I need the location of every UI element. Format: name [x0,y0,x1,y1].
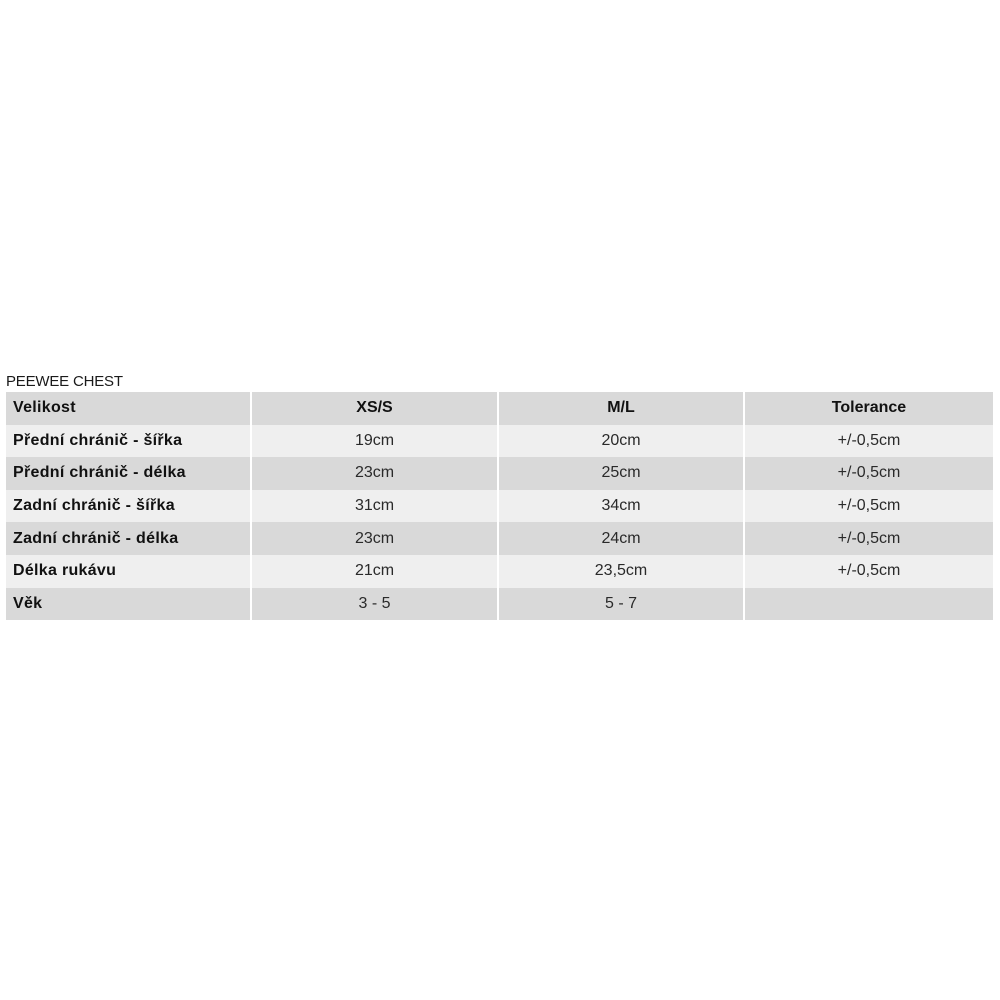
row-label: Přední chránič - délka [6,457,250,490]
cell-tolerance: +/-0,5cm [745,490,993,523]
cell-m-l: 25cm [499,457,743,490]
cell-xs-s: 21cm [252,555,497,588]
size-chart-table [4,392,995,620]
table-row [6,588,993,621]
header-col-xs-s: XS/S [252,392,497,425]
cell-tolerance [745,588,993,621]
cell-xs-s: 3 - 5 [252,588,497,621]
header-col-m-l: M/L [499,392,743,425]
table-row [6,555,993,588]
cell-tolerance: +/-0,5cm [745,555,993,588]
row-label: Délka rukávu [6,555,250,588]
table-row [6,522,993,555]
header-col-tolerance: Tolerance [745,392,993,425]
cell-m-l: 23,5cm [499,555,743,588]
row-label: Zadní chránič - šířka [6,490,250,523]
cell-m-l: 20cm [499,425,743,458]
table-row [6,457,993,490]
row-label: Přední chránič - šířka [6,425,250,458]
table-header-row [6,392,993,425]
cell-xs-s: 23cm [252,522,497,555]
cell-tolerance: +/-0,5cm [745,457,993,490]
cell-xs-s: 19cm [252,425,497,458]
cell-m-l: 24cm [499,522,743,555]
row-label: Zadní chránič - délka [6,522,250,555]
header-size-label: Velikost [6,392,250,425]
cell-m-l: 5 - 7 [499,588,743,621]
cell-m-l: 34cm [499,490,743,523]
cell-tolerance: +/-0,5cm [745,522,993,555]
table-row [6,490,993,523]
table-row [6,425,993,458]
cell-xs-s: 23cm [252,457,497,490]
cell-xs-s: 31cm [252,490,497,523]
table-title: PEEWEE CHEST [6,373,123,390]
row-label: Věk [6,588,250,621]
cell-tolerance: +/-0,5cm [745,425,993,458]
